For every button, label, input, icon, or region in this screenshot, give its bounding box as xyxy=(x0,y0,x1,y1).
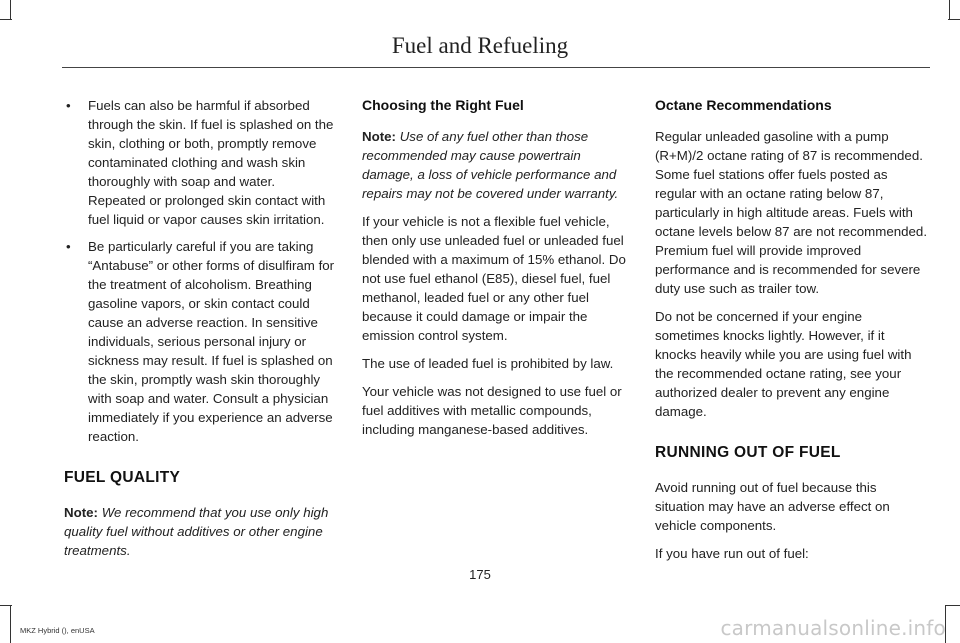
section-heading-fuel-quality: FUEL QUALITY xyxy=(64,469,181,486)
watermark: carmanualsonline.info xyxy=(720,616,946,640)
column-left xyxy=(64,96,336,569)
note-text: Use of any fuel other than those recommended may cause powertrain damage, a loss of vehicle performance and repairs may not be covered under warranty. xyxy=(362,129,619,201)
subheading-octane: Octane Recommendations xyxy=(655,97,832,113)
note-label: Note: xyxy=(362,129,396,144)
column-right xyxy=(655,96,927,572)
section-heading-running-out: RUNNING OUT OF FUEL xyxy=(655,444,841,461)
crop-mark-top-right-v xyxy=(949,0,950,20)
footer-model-label: MKZ Hybrid (), enUSA xyxy=(20,626,95,635)
page-number: 175 xyxy=(469,567,491,582)
crop-mark-top-left-h xyxy=(0,19,12,20)
body-paragraph: Your vehicle was not designed to use fuel or fuel additives with metallic compounds, including manganese-based additives. xyxy=(362,384,622,437)
bullet-glyph: • xyxy=(66,98,71,113)
note-label: Note: xyxy=(64,505,98,520)
bullet-glyph: • xyxy=(66,239,71,254)
body-paragraph: Avoid running out of fuel because this situation may have an adverse effect on vehicle components. xyxy=(655,480,890,533)
list-item xyxy=(64,96,336,229)
page-header-title: Fuel and Refueling xyxy=(391,33,569,58)
body-paragraph: The use of leaded fuel is prohibited by law. xyxy=(362,356,614,371)
warning-bullet-list xyxy=(64,96,336,446)
note-text: We recommend that you use only high quality fuel without additives or other engine treatments. xyxy=(64,505,329,558)
body-paragraph: Regular unleaded gasoline with a pump (R+M)/2 octane rating of 87 is recommended. Some fuel stations offer fuels posted as regular with an octane rating below 87, particularly in high altitude areas. Fuels with octane levels below 87 are not recommended. Premium fuel will provide improved performance and is recommended for severe duty use such as trailer tow. xyxy=(655,129,928,296)
body-paragraph: Do not be concerned if your engine sometimes knocks lightly. However, if it knocks heavily while you are using fuel with the recommended octane rating, see your authorized dealer to prevent any engine damage. xyxy=(655,309,912,419)
column-middle xyxy=(362,96,634,448)
note-paragraph xyxy=(362,127,634,203)
crop-mark-bottom-left-h xyxy=(0,605,12,606)
list-item xyxy=(64,237,336,446)
body-paragraph: If you have run out of fuel: xyxy=(655,546,809,561)
note-paragraph xyxy=(64,503,336,560)
list-item-text: Fuels can also be harmful if absorbed through the skin. If fuel is splashed on the skin, clothing or both, promptly remove contaminated clothing and wash skin thoroughly with soap and water. Repeated or prolonged skin contact with fuel liquid or vapor causes skin irritation. xyxy=(88,98,334,227)
header-divider xyxy=(62,67,930,68)
crop-mark-top-left-v xyxy=(10,0,11,20)
subheading-choosing-fuel: Choosing the Right Fuel xyxy=(362,97,524,113)
crop-mark-bottom-right-h xyxy=(945,605,960,606)
list-item-text: Be particularly careful if you are taking “Antabuse” or other forms of disulfiram for the treatment of alcoholism. Breathing gasoline vapors, or skin contact could cause an adverse reaction. In sensitive individuals, serious personal injury or sickness may result. If fuel is splashed on the skin, promptly wash skin thoroughly with soap and water. Consult a physician immediately if you experience an adverse reaction. xyxy=(88,239,335,444)
crop-mark-top-right-h xyxy=(948,19,960,20)
body-paragraph: If your vehicle is not a flexible fuel vehicle, then only use unleaded fuel or unleaded fuel blended with a maximum of 15% ethanol. Do not use fuel ethanol (E85), diesel fuel, fuel methanol, leaded fuel or any other fuel because it could damage or impair the emission control system. xyxy=(362,214,626,343)
crop-mark-bottom-left-v xyxy=(10,605,11,643)
